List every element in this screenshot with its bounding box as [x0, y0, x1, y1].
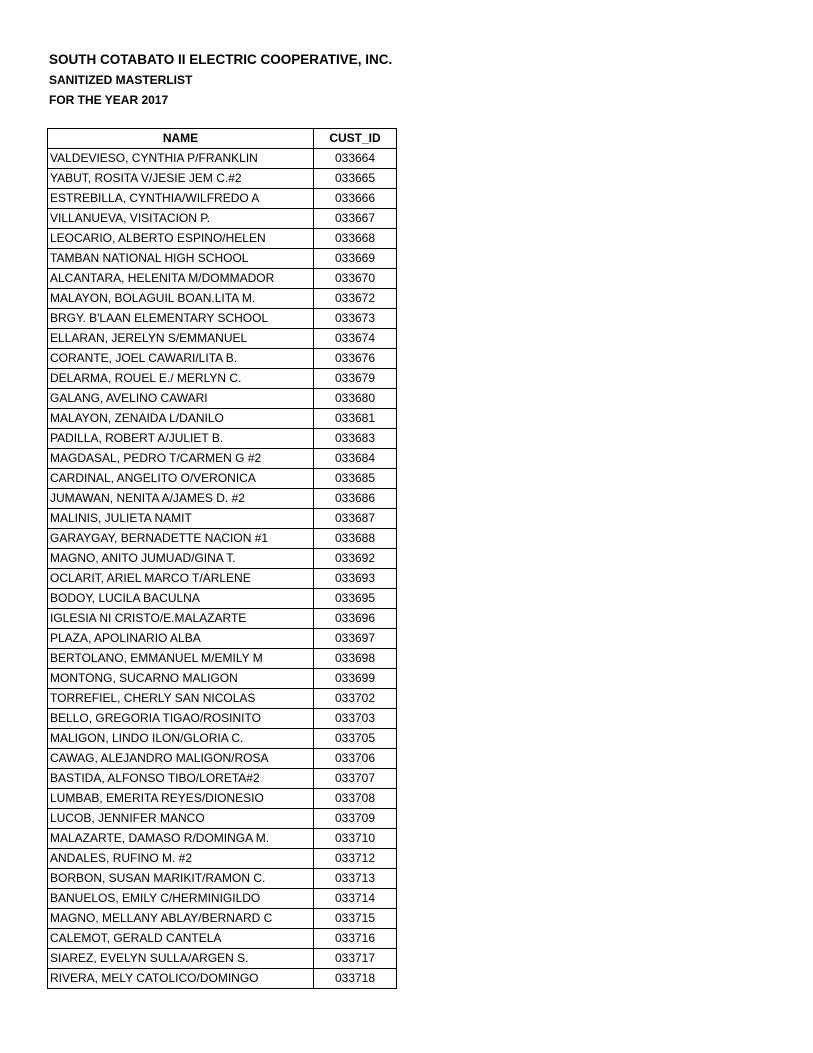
customer-id-cell: 033695	[314, 589, 397, 609]
customer-name-cell: MALAYON, BOLAGUIL BOAN.LITA M.	[48, 289, 314, 309]
customer-name-cell: MALAYON, ZENAIDA L/DANILO	[48, 409, 314, 429]
table-row	[48, 829, 397, 849]
customer-name-cell: LEOCARIO, ALBERTO ESPINO/HELEN	[48, 229, 314, 249]
customer-name-cell: BELLO, GREGORIA TIGAO/ROSINITO	[48, 709, 314, 729]
customer-name-cell: SIAREZ, EVELYN SULLA/ARGEN S.	[48, 949, 314, 969]
customer-name-cell: MALAZARTE, DAMASO R/DOMINGA M.	[48, 829, 314, 849]
customer-name-cell: MAGDASAL, PEDRO T/CARMEN G #2	[48, 449, 314, 469]
table-row	[48, 729, 397, 749]
table-row	[48, 409, 397, 429]
customer-id-cell: 033696	[314, 609, 397, 629]
customer-id-cell: 033669	[314, 249, 397, 269]
customer-id-cell: 033712	[314, 849, 397, 869]
customer-id-cell: 033686	[314, 489, 397, 509]
customer-name-cell: ANDALES, RUFINO M. #2	[48, 849, 314, 869]
document-header	[49, 49, 392, 110]
customer-id-cell: 033703	[314, 709, 397, 729]
customer-name-cell: MAGNO, ANITO JUMUAD/GINA T.	[48, 549, 314, 569]
customer-id-cell: 033702	[314, 689, 397, 709]
customer-name-cell: TAMBAN NATIONAL HIGH SCHOOL	[48, 249, 314, 269]
customer-id-cell: 033717	[314, 949, 397, 969]
customer-id-cell: 033718	[314, 969, 397, 989]
customer-name-cell: BORBON, SUSAN MARIKIT/RAMON C.	[48, 869, 314, 889]
table-row	[48, 649, 397, 669]
customer-id-cell: 033714	[314, 889, 397, 909]
customer-id-cell: 033693	[314, 569, 397, 589]
customer-name-cell: IGLESIA NI CRISTO/E.MALAZARTE	[48, 609, 314, 629]
customer-name-cell: BASTIDA, ALFONSO TIBO/LORETA#2	[48, 769, 314, 789]
column-header-name: NAME	[48, 129, 314, 149]
customer-id-cell: 033665	[314, 169, 397, 189]
table-row	[48, 849, 397, 869]
customer-id-cell: 033683	[314, 429, 397, 449]
table-row	[48, 309, 397, 329]
customer-name-cell: ESTREBILLA, CYNTHIA/WILFREDO A	[48, 189, 314, 209]
customer-name-cell: GALANG, AVELINO CAWARI	[48, 389, 314, 409]
customer-name-cell: LUMBAB, EMERITA REYES/DIONESIO	[48, 789, 314, 809]
customer-id-cell: 033680	[314, 389, 397, 409]
table-row	[48, 569, 397, 589]
masterlist-table	[47, 128, 397, 989]
table-row	[48, 209, 397, 229]
table-row	[48, 929, 397, 949]
customer-name-cell: BERTOLANO, EMMANUEL M/EMILY M	[48, 649, 314, 669]
customer-id-cell: 033666	[314, 189, 397, 209]
customer-name-cell: CAWAG, ALEJANDRO MALIGON/ROSA	[48, 749, 314, 769]
customer-id-cell: 033716	[314, 929, 397, 949]
table-row	[48, 449, 397, 469]
customer-name-cell: CORANTE, JOEL CAWARI/LITA B.	[48, 349, 314, 369]
table-row	[48, 249, 397, 269]
customer-id-cell: 033713	[314, 869, 397, 889]
year-line: FOR THE YEAR 2017	[49, 93, 169, 107]
table-row	[48, 169, 397, 189]
table-row	[48, 769, 397, 789]
customer-name-cell: CALEMOT, GERALD CANTELA	[48, 929, 314, 949]
table-row	[48, 369, 397, 389]
customer-name-cell: DELARMA, ROUEL E./ MERLYN C.	[48, 369, 314, 389]
customer-id-cell: 033685	[314, 469, 397, 489]
customer-id-cell: 033708	[314, 789, 397, 809]
table-row	[48, 529, 397, 549]
customer-id-cell: 033679	[314, 369, 397, 389]
table-row	[48, 669, 397, 689]
customer-id-cell: 033670	[314, 269, 397, 289]
table-row	[48, 909, 397, 929]
customer-id-cell: 033687	[314, 509, 397, 529]
table-row	[48, 389, 397, 409]
customer-name-cell: MAGNO, MELLANY ABLAY/BERNARD C	[48, 909, 314, 929]
customer-name-cell: LUCOB, JENNIFER MANCO	[48, 809, 314, 829]
customer-id-cell: 033684	[314, 449, 397, 469]
table-row	[48, 149, 397, 169]
table-row	[48, 629, 397, 649]
customer-name-cell: BRGY. B'LAAN ELEMENTARY SCHOOL	[48, 309, 314, 329]
customer-id-cell: 033672	[314, 289, 397, 309]
customer-name-cell: OCLARIT, ARIEL MARCO T/ARLENE	[48, 569, 314, 589]
table-row	[48, 469, 397, 489]
customer-id-cell: 033706	[314, 749, 397, 769]
customer-id-cell: 033673	[314, 309, 397, 329]
table-row	[48, 869, 397, 889]
customer-id-cell: 033674	[314, 329, 397, 349]
table-header-row	[48, 129, 397, 149]
customer-id-cell: 033698	[314, 649, 397, 669]
customer-id-cell: 033699	[314, 669, 397, 689]
customer-id-cell: 033681	[314, 409, 397, 429]
customer-id-cell: 033664	[314, 149, 397, 169]
customer-name-cell: ALCANTARA, HELENITA M/DOMMADOR	[48, 269, 314, 289]
customer-name-cell: CARDINAL, ANGELITO O/VERONICA	[48, 469, 314, 489]
table-row	[48, 329, 397, 349]
customer-id-cell: 033705	[314, 729, 397, 749]
table-row	[48, 969, 397, 989]
table-row	[48, 189, 397, 209]
table-row	[48, 429, 397, 449]
customer-name-cell: MONTONG, SUCARNO MALIGON	[48, 669, 314, 689]
customer-name-cell: MALIGON, LINDO ILON/GLORIA C.	[48, 729, 314, 749]
table-row	[48, 289, 397, 309]
customer-name-cell: GARAYGAY, BERNADETTE NACION #1	[48, 529, 314, 549]
masterlist-subtitle: SANITIZED MASTERLIST	[49, 73, 193, 87]
table-row	[48, 589, 397, 609]
table-row	[48, 709, 397, 729]
company-title: SOUTH COTABATO II ELECTRIC COOPERATIVE, INC.	[49, 52, 393, 67]
table-row	[48, 269, 397, 289]
customer-name-cell: VALDEVIESO, CYNTHIA P/FRANKLIN	[48, 149, 314, 169]
customer-name-cell: MALINIS, JULIETA NAMIT	[48, 509, 314, 529]
table-row	[48, 749, 397, 769]
table-row	[48, 549, 397, 569]
customer-name-cell: PADILLA, ROBERT A/JULIET B.	[48, 429, 314, 449]
table-row	[48, 349, 397, 369]
customer-name-cell: BODOY, LUCILA BACULNA	[48, 589, 314, 609]
customer-id-cell: 033707	[314, 769, 397, 789]
table-row	[48, 949, 397, 969]
customer-name-cell: BANUELOS, EMILY C/HERMINIGILDO	[48, 889, 314, 909]
table-row	[48, 489, 397, 509]
customer-name-cell: ELLARAN, JERELYN S/EMMANUEL	[48, 329, 314, 349]
table-row	[48, 609, 397, 629]
table-row	[48, 809, 397, 829]
customer-name-cell: YABUT, ROSITA V/JESIE JEM C.#2	[48, 169, 314, 189]
customer-name-cell: RIVERA, MELY CATOLICO/DOMINGO	[48, 969, 314, 989]
customer-id-cell: 033676	[314, 349, 397, 369]
table-row	[48, 789, 397, 809]
customer-name-cell: JUMAWAN, NENITA A/JAMES D. #2	[48, 489, 314, 509]
table-row	[48, 689, 397, 709]
customer-id-cell: 033668	[314, 229, 397, 249]
table-row	[48, 509, 397, 529]
customer-name-cell: PLAZA, APOLINARIO ALBA	[48, 629, 314, 649]
customer-id-cell: 033715	[314, 909, 397, 929]
customer-id-cell: 033667	[314, 209, 397, 229]
customer-id-cell: 033692	[314, 549, 397, 569]
customer-name-cell: TORREFIEL, CHERLY SAN NICOLAS	[48, 689, 314, 709]
customer-id-cell: 033697	[314, 629, 397, 649]
column-header-cust-id: CUST_ID	[314, 129, 397, 149]
table-body	[48, 149, 397, 989]
customer-id-cell: 033688	[314, 529, 397, 549]
table-row	[48, 889, 397, 909]
customer-id-cell: 033709	[314, 809, 397, 829]
table-row	[48, 229, 397, 249]
customer-id-cell: 033710	[314, 829, 397, 849]
customer-name-cell: VILLANUEVA, VISITACION P.	[48, 209, 314, 229]
